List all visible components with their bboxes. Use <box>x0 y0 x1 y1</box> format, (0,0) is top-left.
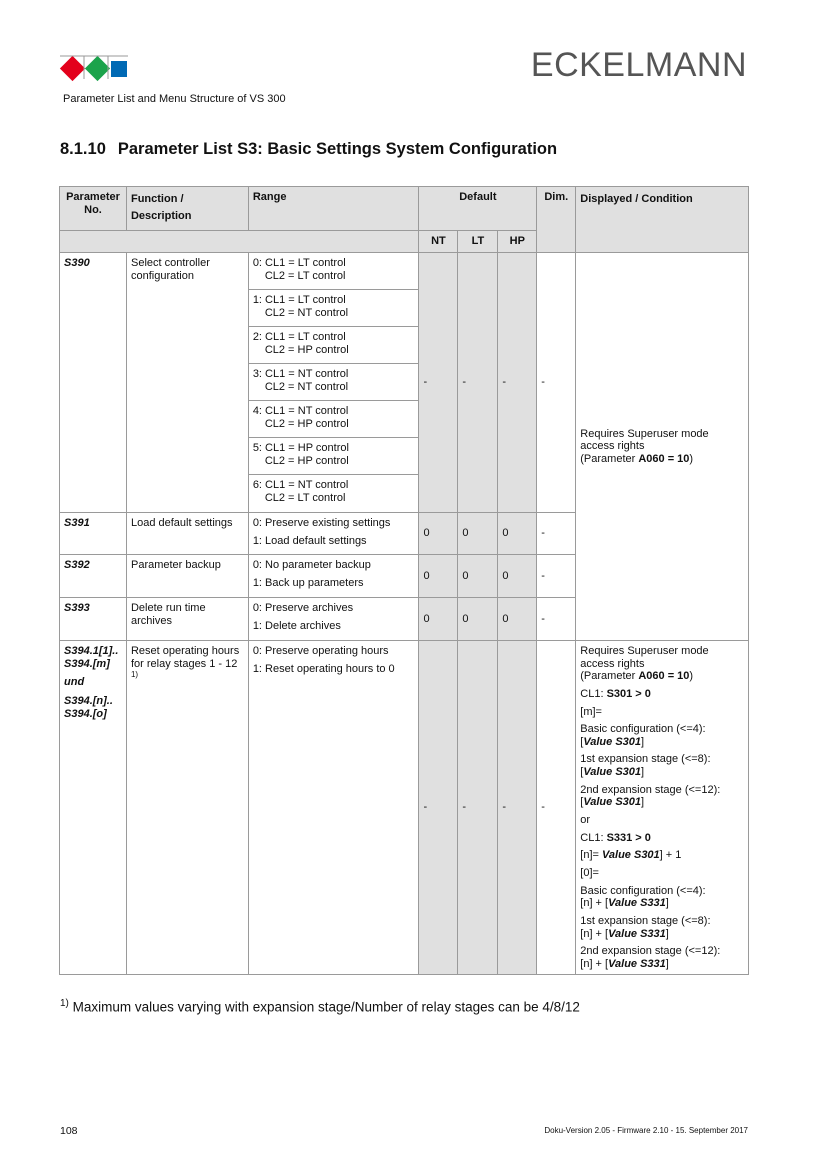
header-displayed: Displayed / Condition <box>576 187 749 253</box>
default-lt: - <box>458 641 498 975</box>
param-s390: S390 <box>60 253 127 513</box>
footnote-marker: 1) <box>60 998 69 1009</box>
range-cell: 2: CL1 = LT control CL2 = HP control <box>248 327 419 364</box>
dim-value: - <box>537 641 576 975</box>
range-cell: 1: CL1 = LT control CL2 = NT control <box>248 290 419 327</box>
brand-logo-text: ECKELMANN <box>530 46 747 84</box>
section-number: 8.1.10 <box>60 140 106 158</box>
range-cell: 0: Preserve operating hours 1: Reset operating hours to 0 <box>248 641 419 975</box>
dim-value: - <box>537 598 576 641</box>
function-s392: Parameter backup <box>126 555 248 598</box>
header-range: Range <box>248 187 419 231</box>
function-s390: Select controller configuration <box>126 253 248 513</box>
footnote-marker: 1) <box>130 670 139 680</box>
default-nt: 0 <box>419 513 458 555</box>
range-cell: 0: CL1 = LT control CL2 = LT control <box>248 253 419 290</box>
default-nt: 0 <box>419 555 458 598</box>
function-s394: Reset operating hours for relay stages 1 - 12 1) <box>126 641 248 975</box>
header-default: Default <box>419 187 537 231</box>
param-s394: S394.1[1].. S394.[m] und S394.[n].. S394.[o] <box>60 641 127 975</box>
table-header-row <box>60 187 749 231</box>
header-dim: Dim. <box>537 187 576 253</box>
header-param-no: Parameter No. <box>60 187 127 231</box>
header-hp: HP <box>498 231 537 253</box>
header-lt: LT <box>458 231 498 253</box>
doc-version: Doku-Version 2.05 - Firmware 2.10 - 15. September 2017 <box>544 1126 748 1135</box>
parameter-table <box>59 186 749 975</box>
default-hp: 0 <box>498 598 537 641</box>
footnote-text: Maximum values varying with expansion stage/Number of relay stages can be 4/8/12 <box>68 999 580 1015</box>
default-lt: - <box>458 253 498 513</box>
default-lt: 0 <box>458 555 498 598</box>
logo-frame-lines <box>58 55 130 81</box>
default-nt: - <box>419 253 458 513</box>
range-cell: 3: CL1 = NT control CL2 = NT control <box>248 364 419 401</box>
range-cell: 6: CL1 = NT control CL2 = LT control <box>248 475 419 513</box>
default-hp: 0 <box>498 555 537 598</box>
param-s392: S392 <box>60 555 127 598</box>
condition-shared: Requires Superuser mode access rights (Parameter A060 = 10) <box>576 253 749 641</box>
function-s391: Load default settings <box>126 513 248 555</box>
dim-value: - <box>537 253 576 513</box>
default-nt: - <box>419 641 458 975</box>
default-hp: - <box>498 641 537 975</box>
default-lt: 0 <box>458 598 498 641</box>
function-s393: Delete run time archives <box>126 598 248 641</box>
param-s391: S391 <box>60 513 127 555</box>
footnote <box>60 998 580 1015</box>
default-hp: - <box>498 253 537 513</box>
document-subtitle: Parameter List and Menu Structure of VS 300 <box>63 93 286 105</box>
page-number: 108 <box>60 1125 78 1137</box>
table-row <box>60 253 749 290</box>
header-function: Function / Description <box>126 187 248 231</box>
range-cell: 4: CL1 = NT control CL2 = HP control <box>248 401 419 438</box>
section-heading <box>60 140 557 159</box>
range-cell: 0: Preserve archives 1: Delete archives <box>248 598 419 641</box>
range-cell: 5: CL1 = HP control CL2 = HP control <box>248 438 419 475</box>
default-hp: 0 <box>498 513 537 555</box>
range-cell: 0: Preserve existing settings 1: Load default settings <box>248 513 419 555</box>
header-nt: NT <box>419 231 458 253</box>
header-blank <box>60 231 419 253</box>
condition-s394: Requires Superuser mode access rights (Parameter A060 = 10) CL1: S301 > 0 [m]= Basic configuration (<=4): [Value S301] 1st expansion stage (<=8): [Value S301] 2nd expansion stage (<=12): [Value S301] or CL1: S331 > 0 [n]= Value S301] + 1 [0]= Basic configuration (<=4): [n] + [Value S331] 1st expansion stage (<=8): [n] + [Value S331] 2nd expansion stage (<=12): [n] + [Value S331] <box>576 641 749 975</box>
param-s393: S393 <box>60 598 127 641</box>
table-row <box>60 641 749 975</box>
range-cell: 0: No parameter backup 1: Back up parameters <box>248 555 419 598</box>
dim-value: - <box>537 513 576 555</box>
dim-value: - <box>537 555 576 598</box>
default-nt: 0 <box>419 598 458 641</box>
section-title: Parameter List S3: Basic Settings System Configuration <box>117 140 558 158</box>
default-lt: 0 <box>458 513 498 555</box>
